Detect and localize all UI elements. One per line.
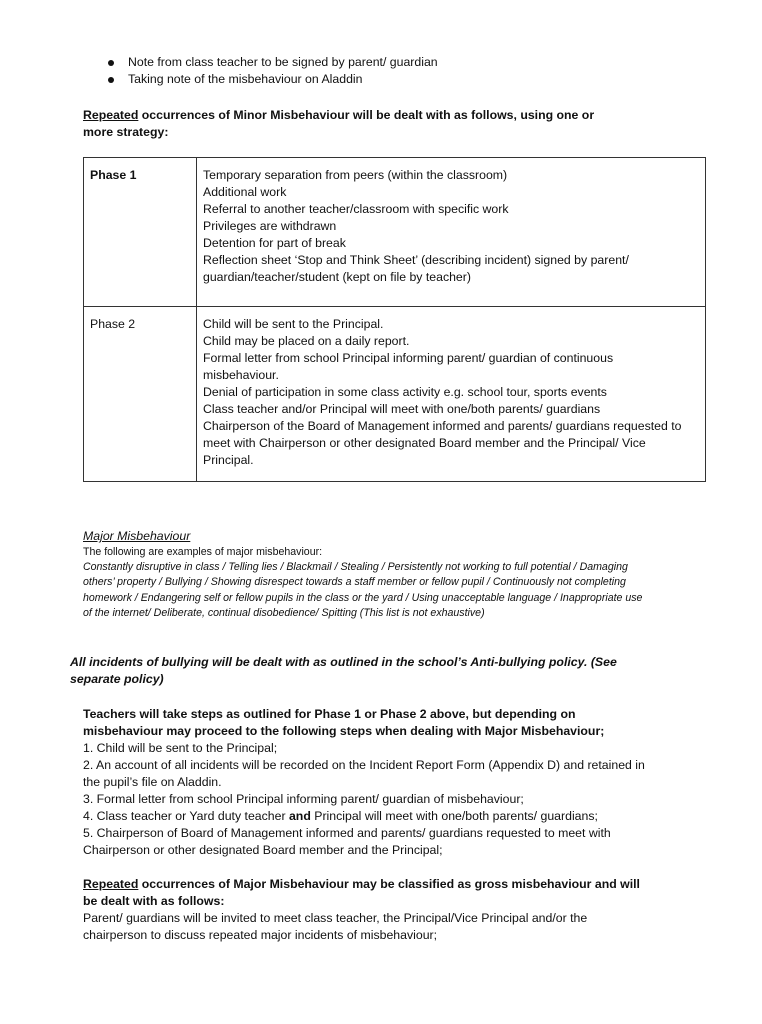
bullying-note: All incidents of bullying will be dealt with as outlined in the school’s Anti-bullying policy. (See separate policy): [70, 655, 617, 686]
action-item: Privileges are withdrawn: [203, 219, 337, 233]
bullet-text: Note from class teacher to be signed by parent/ guardian: [128, 55, 438, 69]
step-text: Principal will meet with one/both parents/ guardians;: [310, 809, 598, 823]
section-heading: Major Misbehaviour: [83, 529, 191, 543]
heading-text: occurrences of Major Misbehaviour may be classified as gross misbehaviour and will be dealt with as follows:: [83, 877, 640, 908]
underlined-word: Repeated: [83, 877, 139, 891]
list-item: [108, 54, 438, 71]
list-item: [83, 808, 663, 825]
list-item: 2. An account of all incidents will be recorded on the Incident Report Form (Appendix D) and retained in the pupil’s file on Aladdin.: [83, 758, 645, 789]
table-row: [84, 307, 706, 482]
list-item: 1. Child will be sent to the Principal;: [83, 741, 278, 755]
minor-repeated-heading: [83, 107, 623, 141]
gross-body: Parent/ guardians will be invited to meet class teacher, the Principal/Vice Principal and/or the chairperson to discuss repeated major incidents of misbehaviour;: [83, 911, 588, 942]
examples-list: Constantly disruptive in class / Telling lies / Blackmail / Stealing / Persistently not working to full potential / Damaging others’ property / Bullying / Showing disrespect towards a staff member or fellow pupil / Continuously not completing homework / Endangering self or fellow pupils in the class or the yard / Using unacceptable language / Inappropriate use of the internet/ Deliberate, continual disobedience/ Spitting (This list is not exhaustive): [83, 561, 643, 619]
list-item: 5. Chairperson of Board of Management informed and parents/ guardians requested to meet with Chairperson or other designated Board member and the Principal;: [83, 826, 611, 857]
action-item: Reflection sheet ‘Stop and Think Sheet’ (describing incident) signed by parent/ guardian/teacher/student (kept on file by teacher): [203, 253, 629, 284]
section-intro: The following are examples of major misbehaviour:: [83, 546, 323, 558]
action-item: Formal letter from school Principal informing parent/ guardian of continuous misbehaviour.: [203, 351, 614, 382]
action-item: Detention for part of break: [203, 236, 346, 250]
underlined-word: Repeated: [83, 108, 139, 122]
action-item: Child may be placed on a daily report.: [203, 334, 410, 348]
bullet-text: Taking note of the misbehaviour on Aladdin: [128, 72, 363, 86]
step-text: 4. Class teacher or Yard duty teacher: [83, 809, 289, 823]
bullet-icon: [108, 60, 114, 66]
action-item: Child will be sent to the Principal.: [203, 317, 384, 331]
phase-label: Phase 2: [84, 307, 197, 482]
phase-actions: [197, 307, 706, 482]
emphasis: and: [288, 809, 311, 823]
action-item: Referral to another teacher/classroom with specific work: [203, 202, 509, 216]
major-misbehaviour-section: [83, 528, 663, 621]
phase-actions: [197, 158, 706, 307]
major-steps-section: [83, 706, 663, 859]
steps-list: [83, 740, 663, 859]
bullet-icon: [108, 77, 114, 83]
phase-table: [83, 157, 706, 482]
gross-misbehaviour-section: [83, 876, 643, 944]
steps-heading: Teachers will take steps as outlined for Phase 1 or Phase 2 above, but depending on misbehaviour may proceed to the following steps when dealing with Major Misbehaviour;: [83, 707, 605, 738]
intro-bullet-list: [108, 54, 438, 88]
action-item: Chairperson of the Board of Management informed and parents/ guardians requested to meet with Chairperson or other designated Board member and the Principal/ Vice Principal.: [203, 419, 682, 467]
table-row: [84, 158, 706, 307]
phase-label: Phase 1: [84, 158, 197, 307]
list-item: [108, 71, 438, 88]
heading-text: occurrences of Minor Misbehaviour will be dealt with as follows, using one or more strategy:: [83, 108, 595, 139]
action-item: Additional work: [203, 185, 287, 199]
action-item: Class teacher and/or Principal will meet with one/both parents/ guardians: [203, 402, 601, 416]
action-item: Denial of participation in some class activity e.g. school tour, sports events: [203, 385, 607, 399]
gross-heading: [83, 876, 643, 910]
action-item: Temporary separation from peers (within the classroom): [203, 168, 508, 182]
list-item: 3. Formal letter from school Principal informing parent/ guardian of misbehaviour;: [83, 792, 524, 806]
